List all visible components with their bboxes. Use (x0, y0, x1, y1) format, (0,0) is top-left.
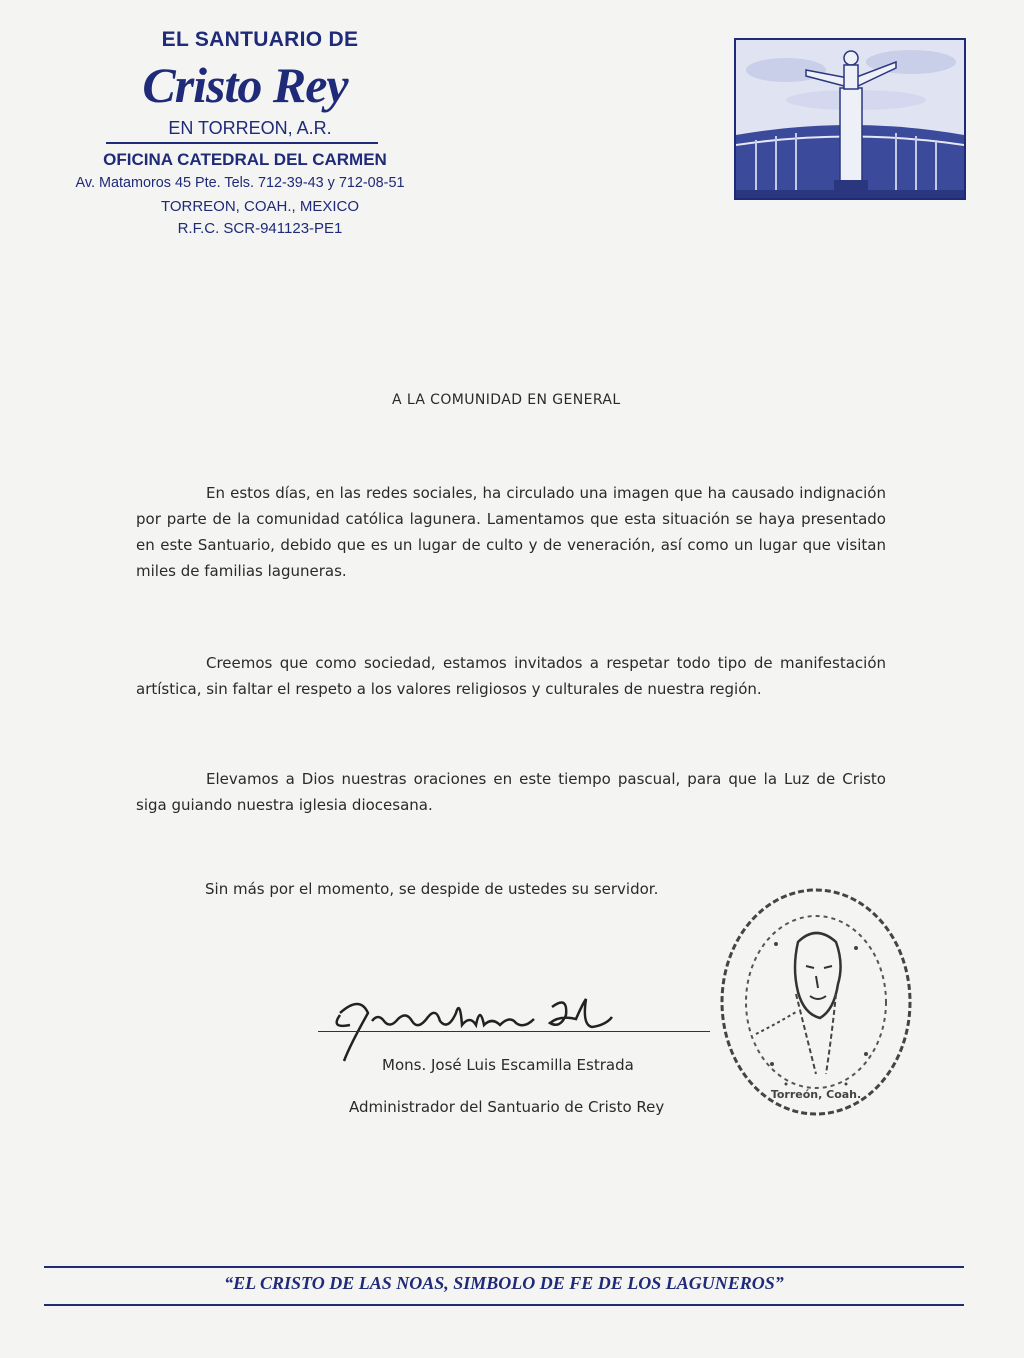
signer-name: Mons. José Luis Escamilla Estrada (382, 1056, 634, 1074)
seal-text: Torreón, Coah. (770, 1088, 862, 1101)
letterhead-name: Cristo Rey (142, 57, 348, 113)
letter-paragraph-2: Creemos que como sociedad, estamos invitados a respetar todo tipo de manifestación artística, sin faltar el respeto a los valores religiosos y culturales de nuestra región. (136, 654, 886, 698)
letterhead-rfc: R.F.C. SCR-941123-PE1 (177, 220, 343, 237)
handwritten-signature (320, 985, 650, 1065)
letter-paragraph-3: Elevamos a Dios nuestras oraciones en este tiempo pascual, para que la Luz de Cristo siga guiando nuestra iglesia diocesana. (136, 770, 886, 814)
letterhead-address: Av. Matamoros 45 Pte. Tels. 712-39-43 y 712-08-51 (75, 174, 405, 191)
footer-rule-bottom (44, 1304, 964, 1306)
signature-line (318, 1031, 710, 1032)
parish-seal-stamp-icon (716, 884, 916, 1120)
letterhead-title-line: EL SANTUARIO DE (161, 28, 359, 51)
statue-illustration-icon (736, 40, 964, 198)
letterhead-office: OFICINA CATEDRAL DEL CARMEN (103, 150, 387, 169)
letter-greeting: A LA COMUNIDAD EN GENERAL (392, 392, 621, 408)
signer-role: Administrador del Santuario de Cristo Rey (349, 1098, 665, 1116)
letter-paragraph-1: En estos días, en las redes sociales, ha circulado una imagen que ha causado indignación por parte de la comunidad católica lagunera. Lamentamos que esta situación se haya presentado en este Santuario, debido que es un lugar de culto y de veneración, así como un lugar que visitan miles de familias laguneras. (136, 484, 886, 580)
cristo-rey-statue-photo (734, 38, 966, 200)
letterhead-divider (106, 142, 378, 144)
footer-rule-top (44, 1266, 964, 1268)
letter-closing: Sin más por el momento, se despide de ustedes su servidor. (205, 880, 659, 898)
letterhead-subtitle: EN TORREON, A.R. (168, 118, 332, 138)
letterhead-city: TORREON, COAH., MEXICO (160, 198, 360, 215)
footer-motto: “EL CRISTO DE LAS NOAS, SIMBOLO DE FE DE LOS LAGUNEROS” (224, 1273, 784, 1293)
